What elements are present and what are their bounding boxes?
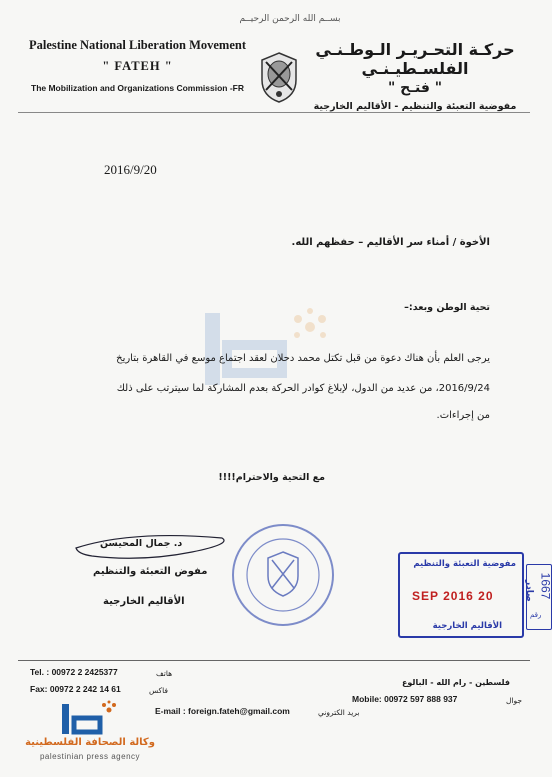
commission-name-en: The Mobilization and Organizations Commission -FR [31, 83, 244, 93]
footer-mobile-label: جوال [506, 696, 523, 705]
stamp-date: 20 SEP 2016 [412, 589, 494, 603]
letter-recipient: الأخوة / أمناء سر الأقاليم – حفظهم الله. [291, 237, 490, 248]
agency-logo [20, 700, 160, 770]
footer-mobile: Mobile: 00972 597 888 937 [352, 694, 458, 704]
commission-name-ar: مفوضية التعبئة والتنظيم - الأقاليم الخارجية [313, 101, 517, 112]
letter-body-line-1: يرجى العلم بأن هناك دعوة من قبل تكتل محمد دحلان لعقد اجتماع موسع في القاهرة بتاريخ [116, 353, 490, 364]
letter-body-line-2: 2016/9/24، من عديد من الدول، لإبلاغ كوادر الحركة بعدم المشاركة لما سيترتب على ذلك [116, 383, 490, 394]
english-letterhead [20, 38, 255, 93]
letter-greeting: تحية الوطن وبعد:– [404, 302, 490, 313]
movement-name-ar: حركـة التحـريـر الـوطـنـي الفلسـطيـنـي [315, 40, 515, 78]
footer-fax: Fax: 00972 2 242 14 61 [30, 684, 121, 694]
footer-fax-label: فاكس [149, 686, 169, 695]
footer-email-label: بريد الكتروني [318, 708, 360, 717]
stamp-outgoing-label: صادر [524, 580, 534, 602]
stamp-number: 1667 [538, 572, 552, 600]
footer-divider [18, 660, 530, 661]
letter-body-line-3: من إجراءات. [436, 410, 490, 421]
movement-name-en: Palestine National Liberation Movement [29, 38, 246, 52]
footer-email[interactable]: E-mail : foreign.fateh@gmail.com [155, 706, 290, 716]
official-round-seal [228, 520, 338, 630]
agency-watermark [205, 305, 335, 390]
header-divider [18, 112, 530, 113]
arabic-letterhead [300, 40, 530, 112]
agency-name-en: palestinian press agency [39, 752, 141, 761]
letter-date: 2016/9/20 [104, 162, 157, 177]
signatory-title: مفوض التعبئة والتنظيم [93, 566, 208, 577]
signatory-department: الأقاليم الخارجية [103, 596, 185, 607]
agency-name-ar: وكالة الصحافة الفلسطينية [25, 737, 155, 748]
footer-phone: Tel. : 00972 2 2425377 [30, 667, 118, 677]
bismillah: بســم الله الرحمن الرحيــم [239, 14, 341, 24]
stamp-department: الأقاليم الخارجية [432, 621, 502, 631]
stamp-number-label: رقم [530, 611, 542, 619]
fateh-name-en: " FATEH " [102, 59, 173, 73]
agency-mark-icon [62, 700, 118, 736]
footer-address: فلسطين - رام الله - البالوع [401, 678, 510, 687]
fateh-emblem-icon [256, 50, 302, 104]
footer-phone-label: هاتف [156, 669, 173, 678]
signatory-name: د. جمال المحيسن [100, 538, 183, 549]
stamp-office: مفوضية التعبئة والتنظيم [413, 559, 516, 569]
letter-closing: مع التحية والاحترام!!!! [218, 472, 325, 483]
fateh-name-ar: " فتـح " [387, 80, 443, 96]
